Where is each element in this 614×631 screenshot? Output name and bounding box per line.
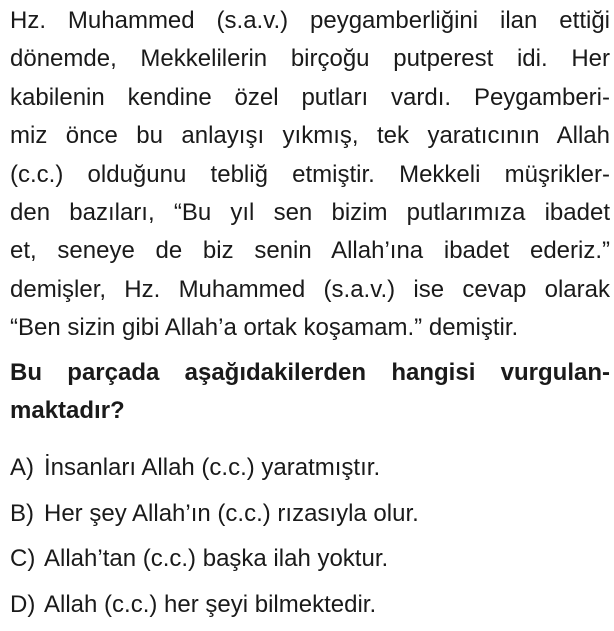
passage-line: et, seneye de biz senin Allah’ına ibadet ederiz.” xyxy=(10,232,610,270)
option-text: Allah’tan (c.c.) başka ilah yoktur. xyxy=(44,545,388,572)
option-text: Allah (c.c.) her şeyi bilmektedir. xyxy=(44,591,376,618)
option-a[interactable] xyxy=(10,449,610,495)
question-line: maktadır? xyxy=(10,392,610,430)
option-d[interactable] xyxy=(10,586,610,631)
passage-line: miz önce bu anlayışı yıkmış, tek yaratıcının Allah xyxy=(10,117,610,155)
option-letter: B) xyxy=(10,495,44,533)
passage-line: demişler, Hz. Muhammed (s.a.v.) ise cevap olarak xyxy=(10,271,610,309)
option-letter: D) xyxy=(10,586,44,624)
answer-options xyxy=(10,449,610,631)
option-letter: C) xyxy=(10,540,44,578)
passage-line: (c.c.) olduğunu tebliğ etmiştir. Mekkeli müşrikler- xyxy=(10,156,610,194)
option-text: İnsanları Allah (c.c.) yaratmıştır. xyxy=(44,454,380,481)
question-line: Bu parçada aşağıdakilerden hangisi vurgulan- xyxy=(10,354,610,392)
passage-line: den bazıları, “Bu yıl sen bizim putlarımıza ibadet xyxy=(10,194,610,232)
question-stem xyxy=(10,354,610,430)
passage-line: “Ben sizin gibi Allah’a ortak koşamam.” demiştir. xyxy=(10,309,610,347)
option-text: Her şey Allah’ın (c.c.) rızasıyla olur. xyxy=(44,500,419,527)
option-c[interactable] xyxy=(10,540,610,586)
option-b[interactable] xyxy=(10,495,610,541)
passage-text xyxy=(10,2,610,348)
passage-line: dönemde, Mekkelilerin birçoğu putperest idi. Her xyxy=(10,40,610,78)
passage-line: Hz. Muhammed (s.a.v.) peygamberliğini ilan ettiği xyxy=(10,2,610,40)
option-letter: A) xyxy=(10,449,44,487)
passage-line: kabilenin kendine özel putları vardı. Peygamberi- xyxy=(10,79,610,117)
